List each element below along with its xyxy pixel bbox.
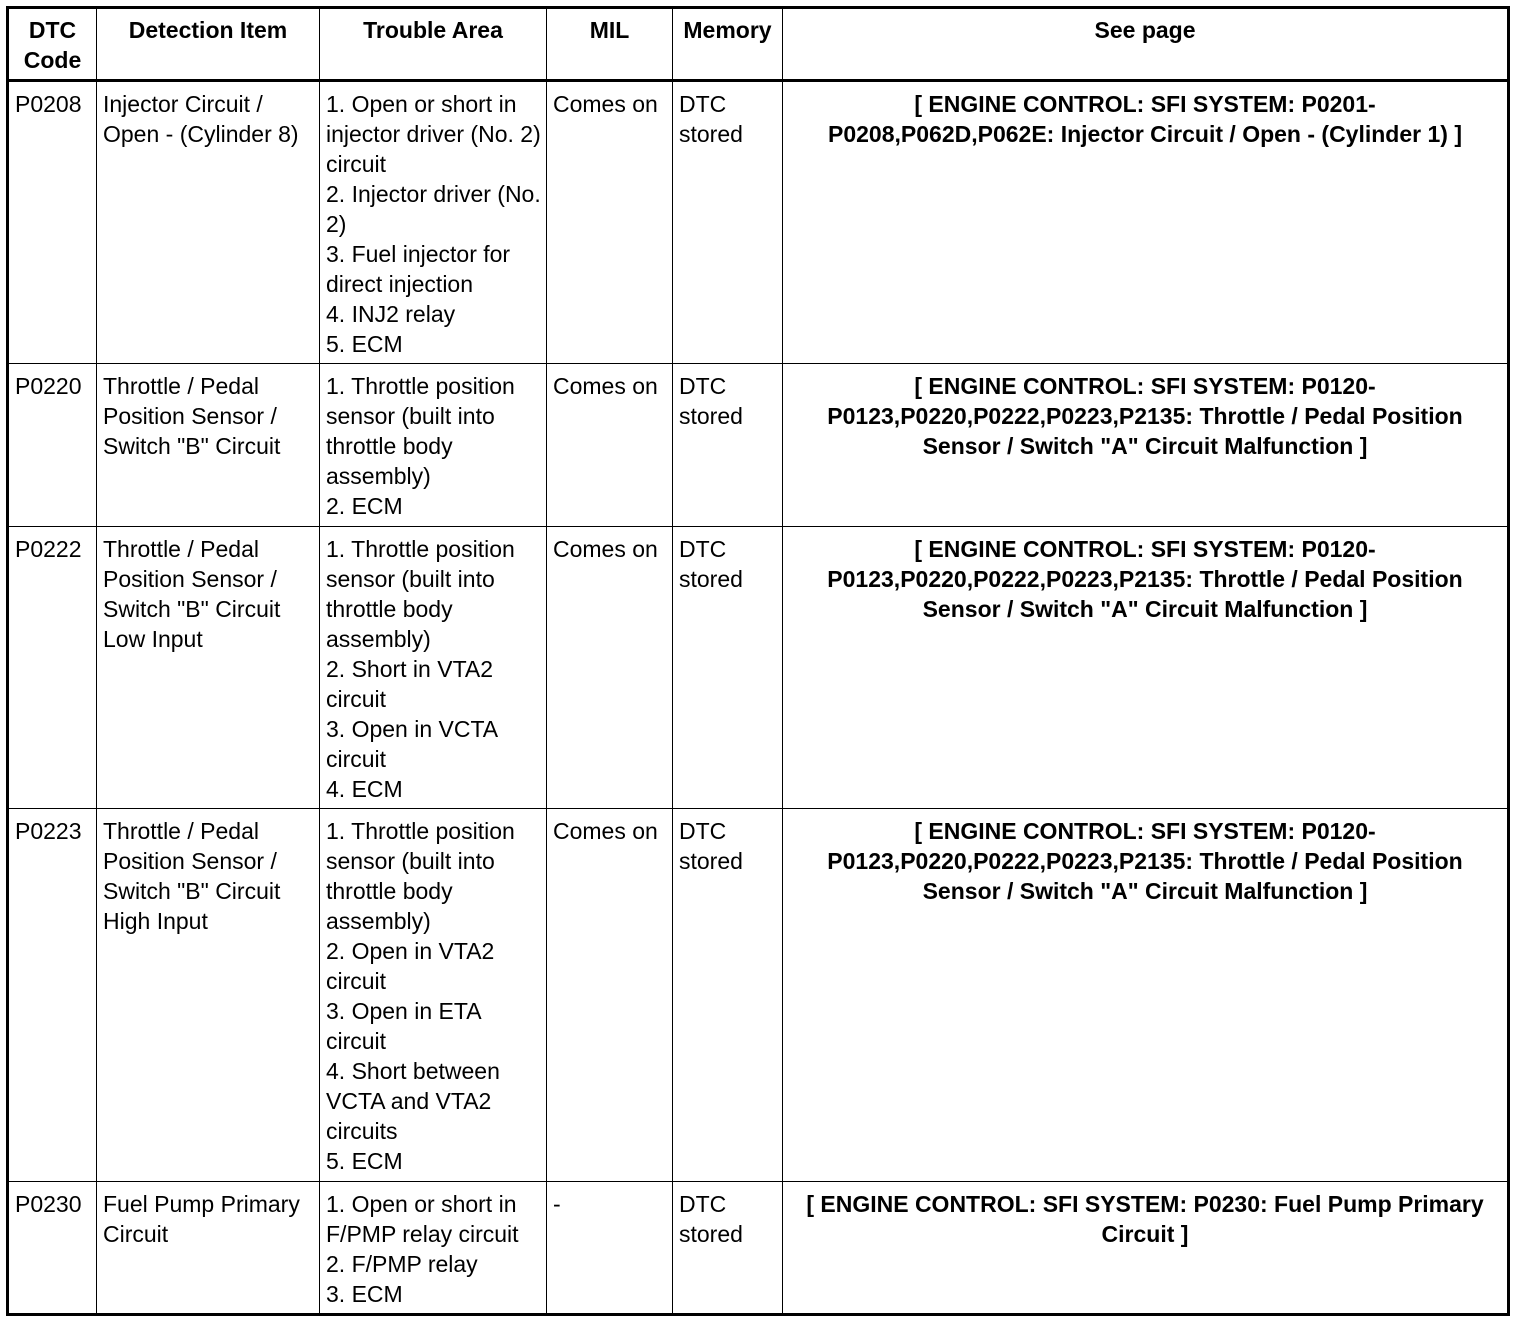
detection-item-cell: Fuel Pump Primary Circuit [97,1182,320,1315]
table-row [8,81,1509,364]
trouble-area-cell [320,527,547,809]
dtc-table [6,6,1510,1316]
header-detection-item: Detection Item [97,8,320,81]
trouble-area-cell [320,364,547,527]
trouble-area-item: 3. ECM [326,1281,403,1307]
trouble-area-item: 2. Short in VTA2 circuit [326,656,494,712]
header-trouble-area: Trouble Area [320,8,547,81]
trouble-area-cell [320,809,547,1182]
trouble-area-item: 2. ECM [326,493,403,519]
trouble-area-item: 2. Open in VTA2 circuit [326,938,495,994]
memory-cell: DTC stored [673,809,783,1182]
mil-cell: - [547,1182,673,1315]
see-page-link[interactable]: [ ENGINE CONTROL: SFI SYSTEM: P0201-P0208,P062D,P062E: Injector Circuit / Open - (Cylinder 1) ] [783,81,1509,364]
trouble-area-item: 5. ECM [326,331,403,357]
trouble-area-item: 4. Short between VCTA and VTA2 circuits [326,1058,500,1144]
trouble-area-item: 4. ECM [326,776,403,802]
trouble-area-item: 2. F/PMP relay [326,1251,478,1277]
header-see-page: See page [783,8,1509,81]
see-page-link[interactable]: [ ENGINE CONTROL: SFI SYSTEM: P0120-P0123,P0220,P0222,P0223,P2135: Throttle / Pedal Position Sensor / Switch "A" Circuit Malfunction ] [783,364,1509,527]
memory-cell: DTC stored [673,364,783,527]
mil-cell: Comes on [547,364,673,527]
memory-cell: DTC stored [673,1182,783,1315]
trouble-area-item: 1. Throttle position sensor (built into throttle body assembly) [326,818,515,934]
dtc-code-cell: P0208 [8,81,97,364]
dtc-code-cell: P0222 [8,527,97,809]
table-row [8,527,1509,809]
trouble-area-item: 2. Injector driver (No. 2) [326,181,541,237]
dtc-code-cell: P0220 [8,364,97,527]
see-page-link[interactable]: [ ENGINE CONTROL: SFI SYSTEM: P0120-P0123,P0220,P0222,P0223,P2135: Throttle / Pedal Position Sensor / Switch "A" Circuit Malfunction ] [783,809,1509,1182]
mil-cell: Comes on [547,81,673,364]
table-row [8,809,1509,1182]
trouble-area-item: 5. ECM [326,1148,403,1174]
header-dtc-code: DTC Code [8,8,97,81]
detection-item-cell: Injector Circuit / Open - (Cylinder 8) [97,81,320,364]
memory-cell: DTC stored [673,527,783,809]
see-page-link[interactable]: [ ENGINE CONTROL: SFI SYSTEM: P0230: Fuel Pump Primary Circuit ] [783,1182,1509,1315]
dtc-code-cell: P0230 [8,1182,97,1315]
header-row [8,8,1509,81]
see-page-link[interactable]: [ ENGINE CONTROL: SFI SYSTEM: P0120-P0123,P0220,P0222,P0223,P2135: Throttle / Pedal Position Sensor / Switch "A" Circuit Malfunction ] [783,527,1509,809]
mil-cell: Comes on [547,527,673,809]
trouble-area-item: 1. Open or short in injector driver (No. 2) circuit [326,91,541,177]
mil-cell: Comes on [547,809,673,1182]
detection-item-cell: Throttle / Pedal Position Sensor / Switch "B" Circuit [97,364,320,527]
detection-item-cell: Throttle / Pedal Position Sensor / Switch "B" Circuit High Input [97,809,320,1182]
trouble-area-item: 1. Throttle position sensor (built into throttle body assembly) [326,373,515,489]
dtc-code-cell: P0223 [8,809,97,1182]
trouble-area-cell [320,1182,547,1315]
header-memory: Memory [673,8,783,81]
trouble-area-cell [320,81,547,364]
memory-cell: DTC stored [673,81,783,364]
trouble-area-item: 4. INJ2 relay [326,301,456,327]
trouble-area-item: 3. Open in ETA circuit [326,998,481,1054]
table-row [8,364,1509,527]
trouble-area-item: 1. Open or short in F/PMP relay circuit [326,1191,519,1247]
header-mil: MIL [547,8,673,81]
trouble-area-item: 3. Open in VCTA circuit [326,716,497,772]
trouble-area-item: 3. Fuel injector for direct injection [326,241,511,297]
table-row [8,1182,1509,1315]
detection-item-cell: Throttle / Pedal Position Sensor / Switch "B" Circuit Low Input [97,527,320,809]
trouble-area-item: 1. Throttle position sensor (built into throttle body assembly) [326,536,515,652]
